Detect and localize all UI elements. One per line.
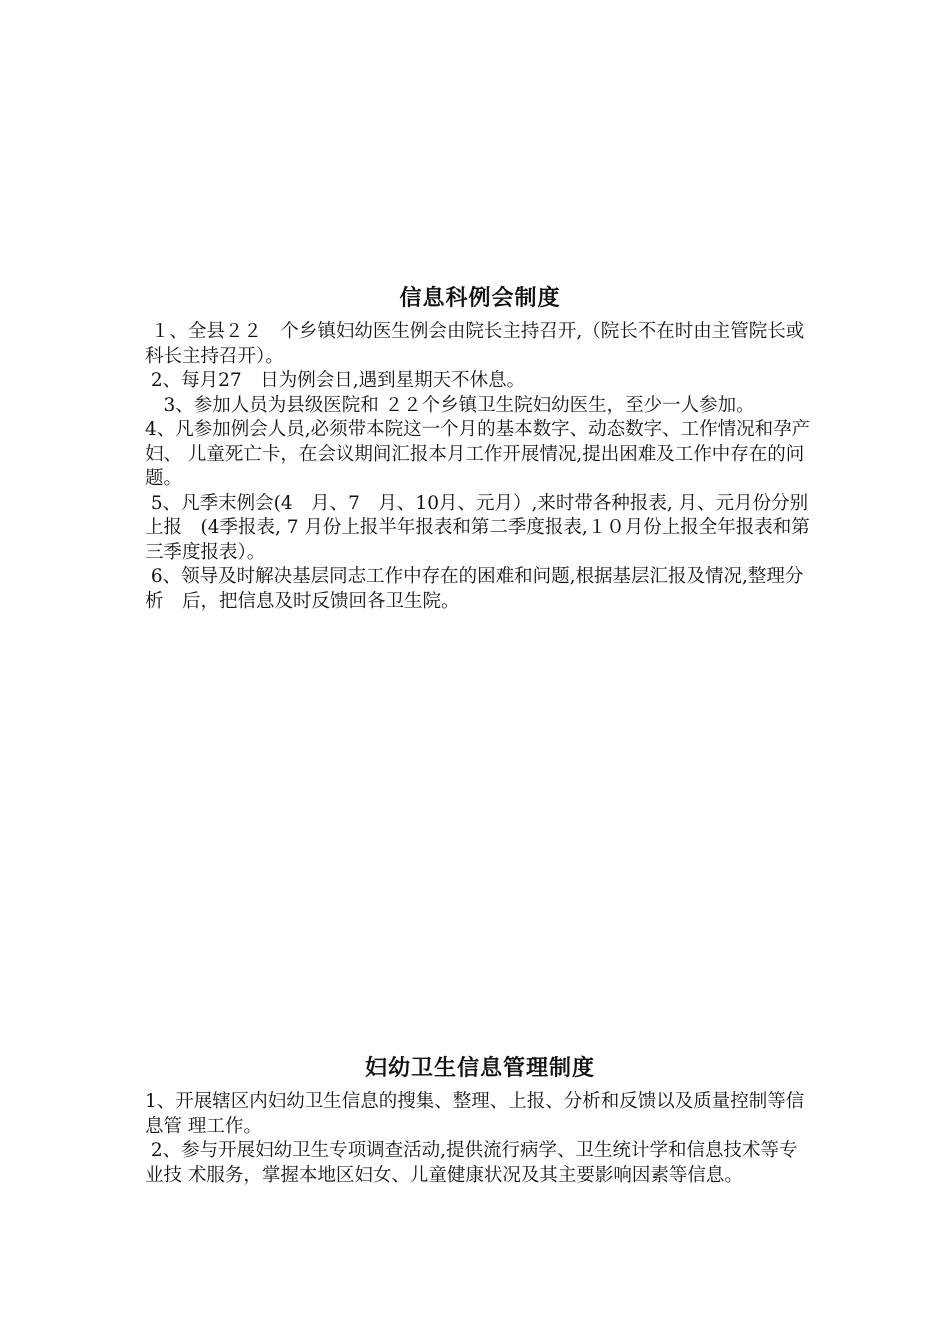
paragraph-item: 3、参加人员为县级医院和 ２２个乡镇卫生院妇幼医生，至少一人参加。 [145,394,755,416]
paragraph-item: 2、参与开展妇幼卫生专项调查活动,提供流行病学、卫生统计学和信息技术等专业技 术服务，掌握本地区妇女、儿童健康状况及其主要影响因素等信息。 [145,1140,798,1186]
paragraph-item: 4、凡参加例会人员,必须带本院这一个月的基本数字、动态数字、工作情况和孕产妇、 儿童死亡卡，在会议期间汇报本月工作开展情况,提出困难及工作中存在的问题。 [145,419,811,489]
section-title: 妇幼卫生信息管理制度 [364,1056,595,1081]
paragraph-item: 5、凡季末例会(4 月、7 月、10月、元月）,来时带各种报表, 月、元月份分别上报 (4季报表, 7 月份上报半年报表和第二季度报表,１０月份上报全年报表和第三季度报表）。 [145,492,810,563]
paragraph-item: 2、每月27 日为例会日,遇到星期天不休息。 [145,370,526,391]
paragraph-item: 1、开展辖区内妇幼卫生信息的搜集、整理、上报、分析和反馈以及质量控制等信息管 理工作。 [145,1091,805,1137]
section-meeting-rules [145,284,815,614]
section-title: 信息科例会制度 [399,286,561,311]
section-info-management [145,1054,815,1188]
paragraph-item: 6、领导及时解决基层同志工作中存在的困难和问题,根据基层汇报及情况,整理分析 后，把信息及时反馈回各卫生院。 [145,566,804,612]
paragraph-item: １、全县２２ 个乡镇妇幼医生例会由院长主持召开,（院长不在时由主管院长或科长主持召开）。 [145,321,805,367]
